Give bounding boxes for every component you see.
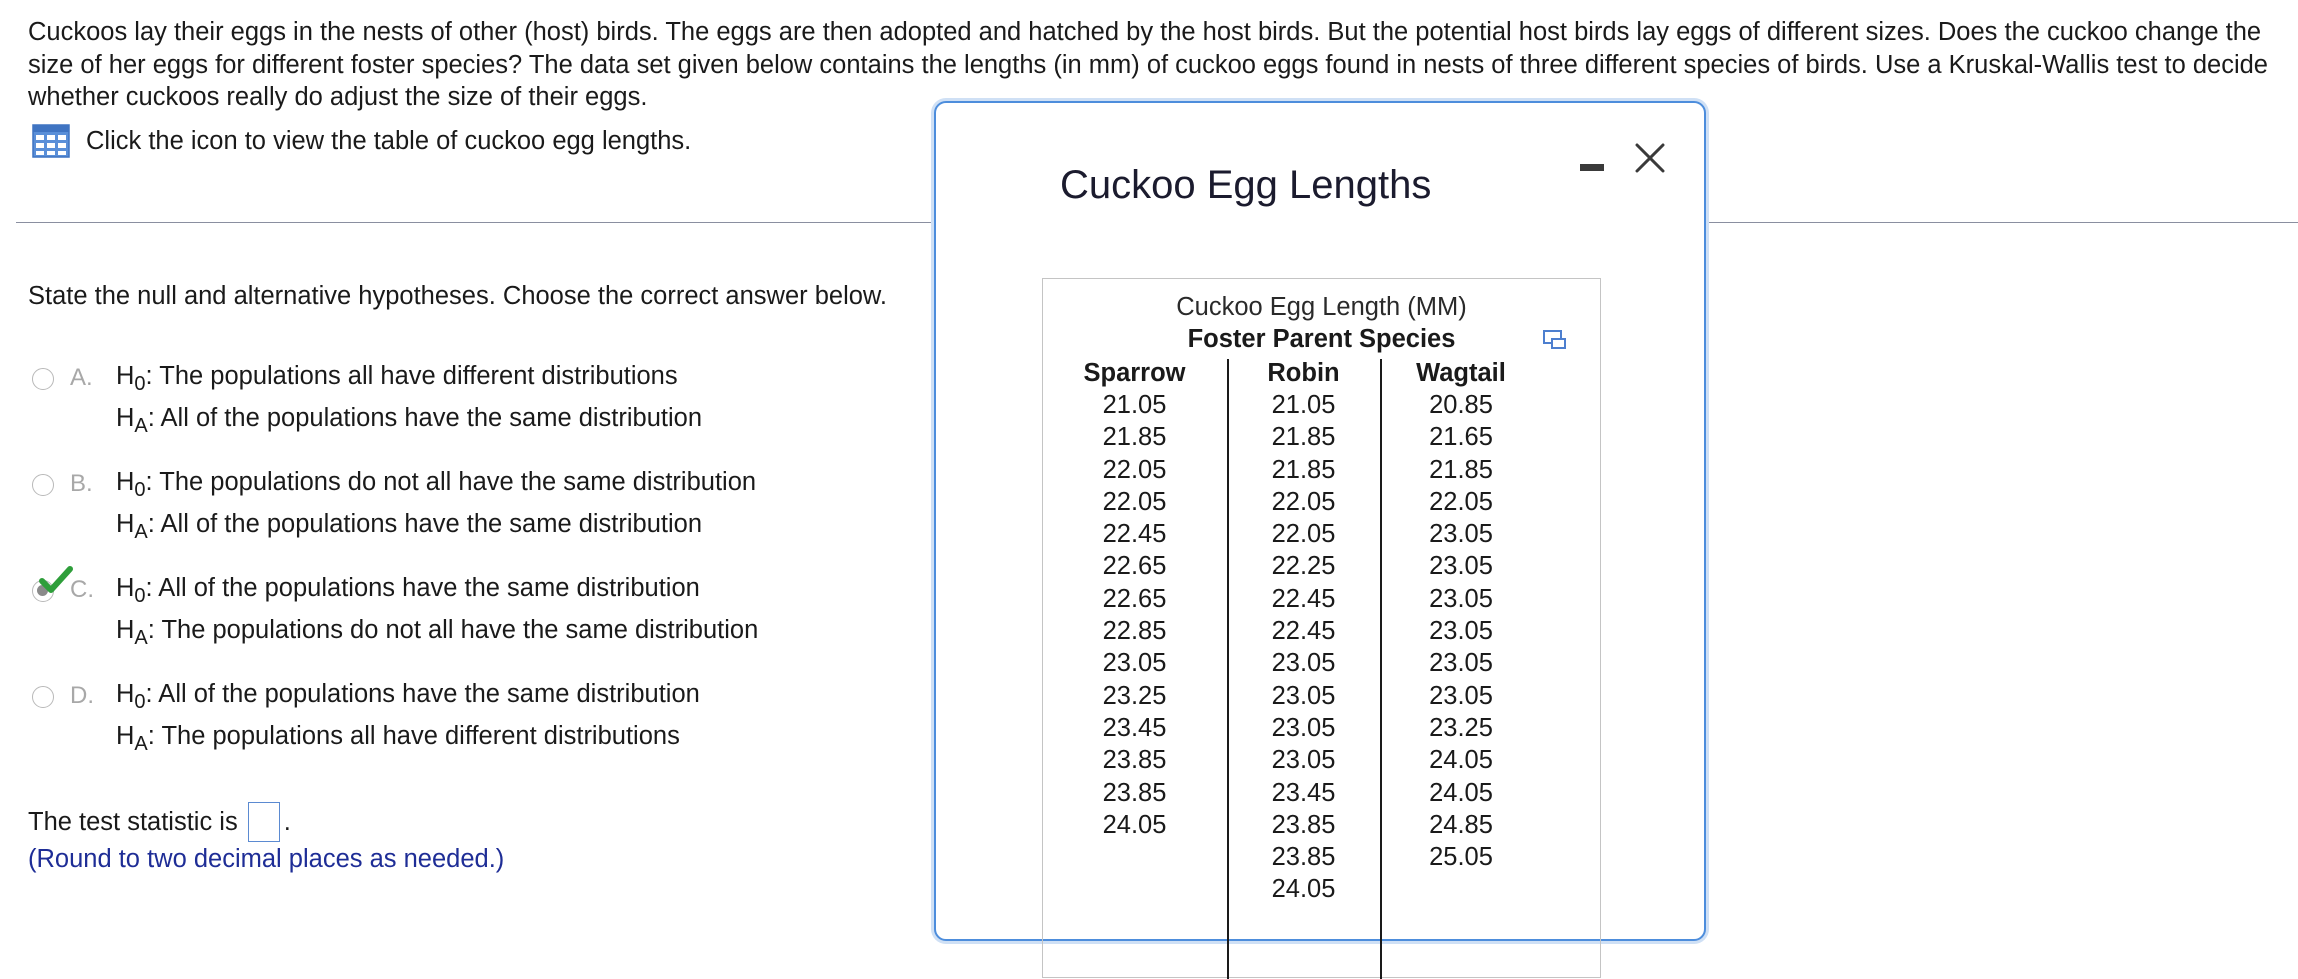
table-cell: 23.05 [1429,520,1493,549]
table-cell: 23.05 [1429,584,1493,613]
egg-lengths-dialog [934,101,1706,941]
minimize-button[interactable] [1576,153,1610,183]
choice-c[interactable] [32,570,912,660]
column-header: Robin [1267,359,1340,387]
egg-lengths-table [1042,278,1601,978]
alternative-hypothesis: $H_A$: All of the populations have the same distribution [116,404,703,437]
column-robin [1228,357,1379,906]
null-hypothesis: $H_0$: All of the populations have the same distribution [116,574,700,607]
table-grid-icon[interactable] [32,124,70,158]
table-cell: 23.05 [1102,649,1167,678]
close-icon [1633,141,1667,175]
table-cell: 22.05 [1271,520,1336,549]
table-subtitle: Foster Parent Species [1187,325,1456,353]
table-cell: 24.85 [1429,810,1493,839]
table-cell: 23.05 [1271,713,1336,742]
rounding-note: (Round to two decimal places as needed.) [28,845,505,873]
radio-d[interactable] [32,686,54,708]
column-header: Sparrow [1083,359,1186,387]
table-cell: 22.05 [1102,455,1167,484]
table-cell: 23.05 [1271,746,1336,775]
table-cell: 25.05 [1429,843,1493,872]
table-cell: 22.45 [1271,617,1336,646]
table-cell: 22.05 [1429,487,1493,516]
choice-b[interactable] [32,464,912,554]
alternative-hypothesis: $H_A$: All of the populations have the same distribution [116,510,703,543]
table-cell: 23.85 [1102,746,1167,775]
table-cell: 23.05 [1271,681,1336,710]
table-cell: 23.85 [1271,810,1336,839]
view-table-link-text[interactable]: Click the icon to view the table of cuckoo egg lengths. [86,126,692,155]
table-cell: 23.05 [1429,649,1493,678]
choice-letter: D. [70,682,94,709]
table-cell: 21.85 [1271,455,1336,484]
column-wagtail [1381,357,1541,873]
table-cell: 22.45 [1102,520,1167,549]
choice-d[interactable] [32,676,912,766]
table-cell: 24.05 [1271,875,1336,904]
alternative-hypothesis: $H_A$: The populations do not all have the same distribution [116,616,759,649]
null-hypothesis: $H_0$: The populations all have different distributions [116,362,678,395]
table-cell: 21.85 [1102,423,1167,452]
table-cell: 22.45 [1271,584,1336,613]
table-cell: 22.25 [1271,552,1336,581]
table-cell: 23.25 [1102,681,1167,710]
table-cell: 21.85 [1271,423,1336,452]
question-prompt: State the null and alternative hypotheses. Choose the correct answer below. [28,282,888,310]
view-table-link[interactable] [32,123,691,159]
table-cell: 23.05 [1429,552,1493,581]
table-cell: 23.05 [1271,649,1336,678]
table-cell: 22.85 [1102,617,1167,646]
test-statistic-input[interactable] [248,802,280,842]
table-cell: 21.05 [1102,391,1167,419]
table-cell: 22.65 [1102,584,1167,613]
table-cell: 24.05 [1429,778,1493,807]
expand-window-icon[interactable] [1543,330,1567,350]
checkmark-icon [39,566,73,596]
table-cell: 23.45 [1271,778,1336,807]
choice-letter: C. [70,576,94,603]
null-hypothesis: $H_0$: The populations do not all have the same distribution [116,468,757,501]
column-header: Wagtail [1416,359,1506,387]
table-cell: 24.05 [1102,810,1167,839]
dialog-title: Cuckoo Egg Lengths [1060,163,1432,207]
test-statistic-label: The test statistic is [28,807,238,836]
radio-a[interactable] [32,368,54,390]
table-cell: 22.05 [1271,487,1336,516]
table-cell: 22.05 [1102,487,1167,516]
close-button[interactable] [1633,141,1667,175]
table-cell: 21.65 [1429,423,1493,452]
alternative-hypothesis: $H_A$: The populations all have different distributions [116,722,680,755]
table-cell: 20.85 [1429,391,1493,419]
choice-letter: A. [70,364,93,391]
table-cell: 21.85 [1429,455,1493,484]
choice-letter: B. [70,470,93,497]
table-cell: 24.05 [1429,746,1493,775]
table-cell: 23.45 [1102,713,1167,742]
problem-intro: Cuckoos lay their eggs in the nests of other (host) birds. The eggs are then adopted and hatched by the host birds. But the potential host birds lay eggs of different sizes. Does the cuckoo change the size of her eggs for different foster species? The data set given below contains the lengths (in mm) of cuckoo eggs found in nests of three different species of birds. Use a Kruskal-Wallis test to decide whether cuckoos really do adjust the size of their eggs. [28,18,2268,111]
test-statistic-row [28,802,291,842]
table-cell: 23.25 [1429,713,1493,742]
test-statistic-suffix: . [283,807,291,836]
table-cell: 22.65 [1102,552,1167,581]
table-cell: 23.05 [1429,617,1493,646]
choice-a[interactable] [32,358,912,448]
table-title: Cuckoo Egg Length (MM) [1176,293,1467,321]
table-cell: 23.05 [1429,681,1493,710]
null-hypothesis: $H_0$: All of the populations have the same distribution [116,680,700,713]
minimize-icon [1580,164,1604,171]
column-sparrow [1043,357,1226,841]
table-cell: 21.05 [1271,391,1336,419]
radio-b[interactable] [32,474,54,496]
table-cell: 23.85 [1271,843,1336,872]
table-cell: 23.85 [1102,778,1167,807]
